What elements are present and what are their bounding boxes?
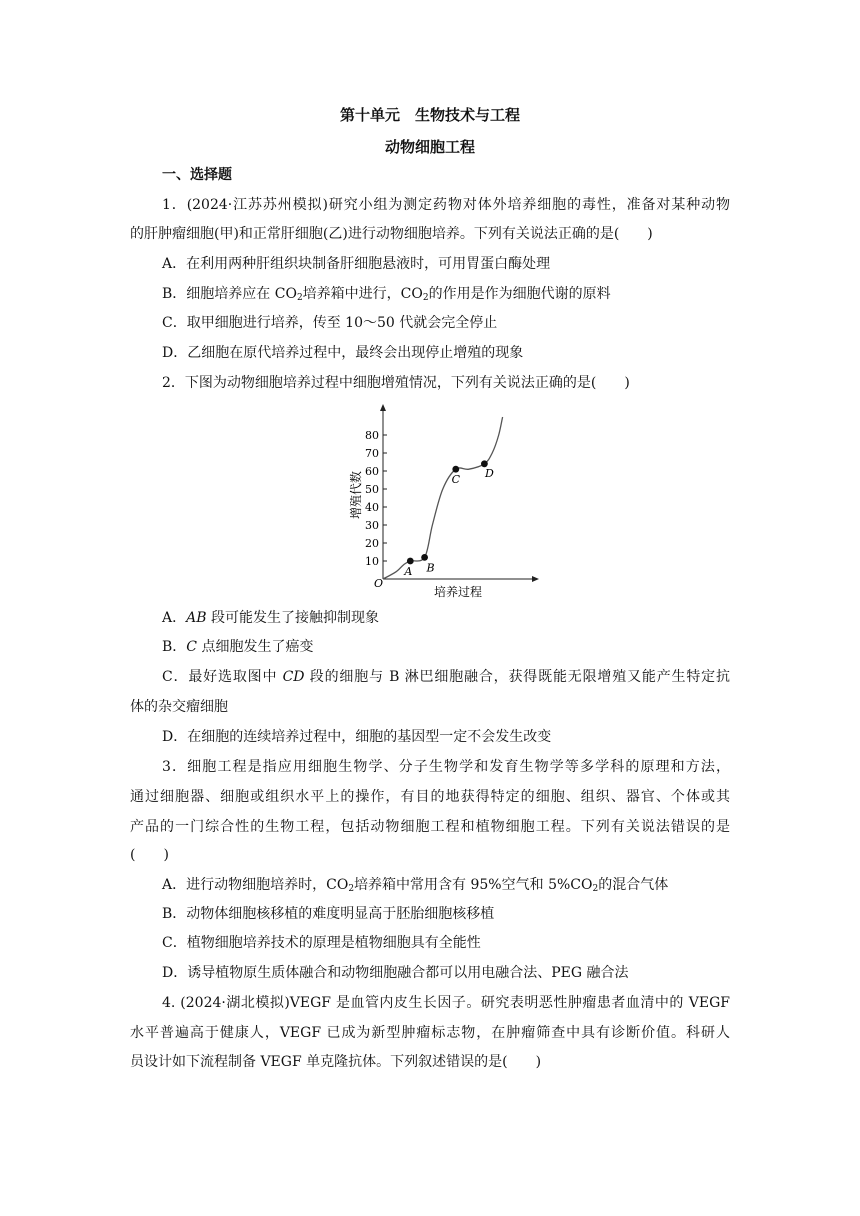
q1-option-d: D．乙细胞在原代培养过程中，最终会出现停止增殖的现象 <box>162 345 524 361</box>
q4-stem-line1: 4. (2024·湖北模拟)VEGF 是血管内皮生长因子。研究表明恶性肿瘤患者血清中的 VEGF <box>162 995 730 1011</box>
q3-stem-line3: 产品的一门综合性的生物工程，包括动物细胞工程和植物细胞工程。下列有关说法错误的是 <box>130 819 730 835</box>
q1-option-b-part2: 培养箱中进行，CO <box>302 286 423 302</box>
q1-stem-line1: 1．(2024·江苏苏州模拟)研究小组为测定药物对体外培养细胞的毒性，准备对某种动物 <box>162 197 730 213</box>
point-a-marker <box>407 558 414 565</box>
subscript: 2 <box>592 884 599 894</box>
y-axis-label: 增殖代数 <box>349 470 363 520</box>
part-heading: 一、选择题 <box>162 167 232 183</box>
q2-option-a-prefix: A． <box>162 610 187 626</box>
q2-stem: 2．下图为动物细胞培养过程中细胞增殖情况，下列有关说法正确的是( ) <box>162 375 630 391</box>
q2-option-c-prefix: C．最好选取图中 <box>162 669 283 685</box>
y-tick-label: 10 <box>365 555 379 568</box>
q3-stem-line1: 3．细胞工程是指应用细胞生物学、分子生物学和发育生物学等多学科的原理和方法， <box>162 759 730 775</box>
q1-option-a: A．在利用两种肝组织块制备肝细胞悬液时，可用胃蛋白酶处理 <box>162 256 551 272</box>
unit-title: 第十单元 生物技术与工程 <box>339 106 520 124</box>
q2-option-b-point: C <box>186 639 198 655</box>
q2-option-b-prefix: B． <box>162 639 187 655</box>
point-c-label: C <box>451 473 461 487</box>
y-ticks <box>365 429 387 568</box>
point-d-label: D <box>484 466 494 480</box>
q3-option-a-part3: 的混合气体 <box>598 877 669 893</box>
point-c-marker <box>452 466 459 473</box>
q2-option-c-line2: 体的杂交瘤细胞 <box>130 699 228 715</box>
y-tick-label: 50 <box>365 483 379 496</box>
subscript: 2 <box>348 884 355 894</box>
q2-option-a-text: 段可能发生了接触抑制现象 <box>206 610 379 626</box>
q3-stem-line4: ( ) <box>130 847 169 863</box>
subscript: 2 <box>422 293 429 303</box>
q3-option-a-part2: 培养箱中常用含有 95%空气和 5%CO <box>354 877 593 893</box>
q1-option-c: C．取甲细胞进行培养，传至 10～50 代就会完全停止 <box>162 315 498 331</box>
q2-option-c-text: 段的细胞与 B 淋巴细胞融合，获得既能无限增殖又能产生特定抗 <box>304 669 731 685</box>
y-tick-label: 70 <box>365 447 379 460</box>
q2-option-b-text: 点细胞发生了癌变 <box>197 639 314 655</box>
proliferation-chart <box>340 400 540 600</box>
q2-option-a-segment: AB <box>186 610 207 626</box>
point-b-marker <box>421 554 428 561</box>
q4-stem-line3: 员设计如下流程制备 VEGF 单克隆抗体。下列叙述错误的是( ) <box>130 1054 542 1070</box>
q2-option-c-line1 <box>162 667 730 687</box>
y-tick-label: 20 <box>365 537 379 550</box>
x-axis-arrow <box>532 576 539 582</box>
q2-option-d: D．在细胞的连续培养过程中，细胞的基因型一定不会发生改变 <box>162 729 552 745</box>
q4-stem-line2: 水平普遍高于健康人，VEGF 已成为新型肿瘤标志物，在肿瘤筛查中具有诊断价值。科研人 <box>130 1025 730 1041</box>
q2-option-a <box>162 608 379 628</box>
q1-option-b-part3: 的作用是作为细胞代谢的原料 <box>428 286 611 302</box>
y-tick-label: 80 <box>365 429 379 442</box>
q3-option-a <box>162 875 668 899</box>
origin-label: O <box>374 577 384 590</box>
q3-option-a-part1: A．进行动物细胞培养时，CO <box>162 877 349 893</box>
y-tick-label: 40 <box>365 501 379 514</box>
q3-stem-line2: 通过细胞器、细胞或组织水平上的操作，有目的地获得特定的细胞、组织、器官、个体或其 <box>130 789 730 805</box>
proliferation-curve <box>383 417 503 579</box>
y-axis-arrow <box>380 404 386 411</box>
q3-option-b: B．动物体细胞核移植的难度明显高于胚胎细胞核移植 <box>162 906 495 922</box>
subscript: 2 <box>296 293 303 303</box>
q2-option-c-segment: CD <box>282 669 305 685</box>
x-axis-label: 培养过程 <box>433 585 483 599</box>
q1-option-b <box>162 284 611 308</box>
q1-stem-line2: 的肝肿瘤细胞(甲)和正常肝细胞(乙)进行动物细胞培养。下列有关说法正确的是( ) <box>130 226 653 242</box>
point-a-label: A <box>404 565 413 578</box>
section-title: 动物细胞工程 <box>384 138 475 156</box>
point-b-label: B <box>426 561 435 575</box>
q1-option-b-part1: B．细胞培养应在 CO <box>162 286 297 302</box>
chart-axes <box>380 404 539 582</box>
q3-option-d: D．诱导植物原生质体融合和动物细胞融合都可以用电融合法、PEG 融合法 <box>162 965 629 981</box>
q3-option-c: C．植物细胞培养技术的原理是植物细胞具有全能性 <box>162 935 481 951</box>
q2-option-b <box>162 637 313 657</box>
y-tick-label: 60 <box>365 465 379 478</box>
y-tick-label: 30 <box>365 519 379 532</box>
